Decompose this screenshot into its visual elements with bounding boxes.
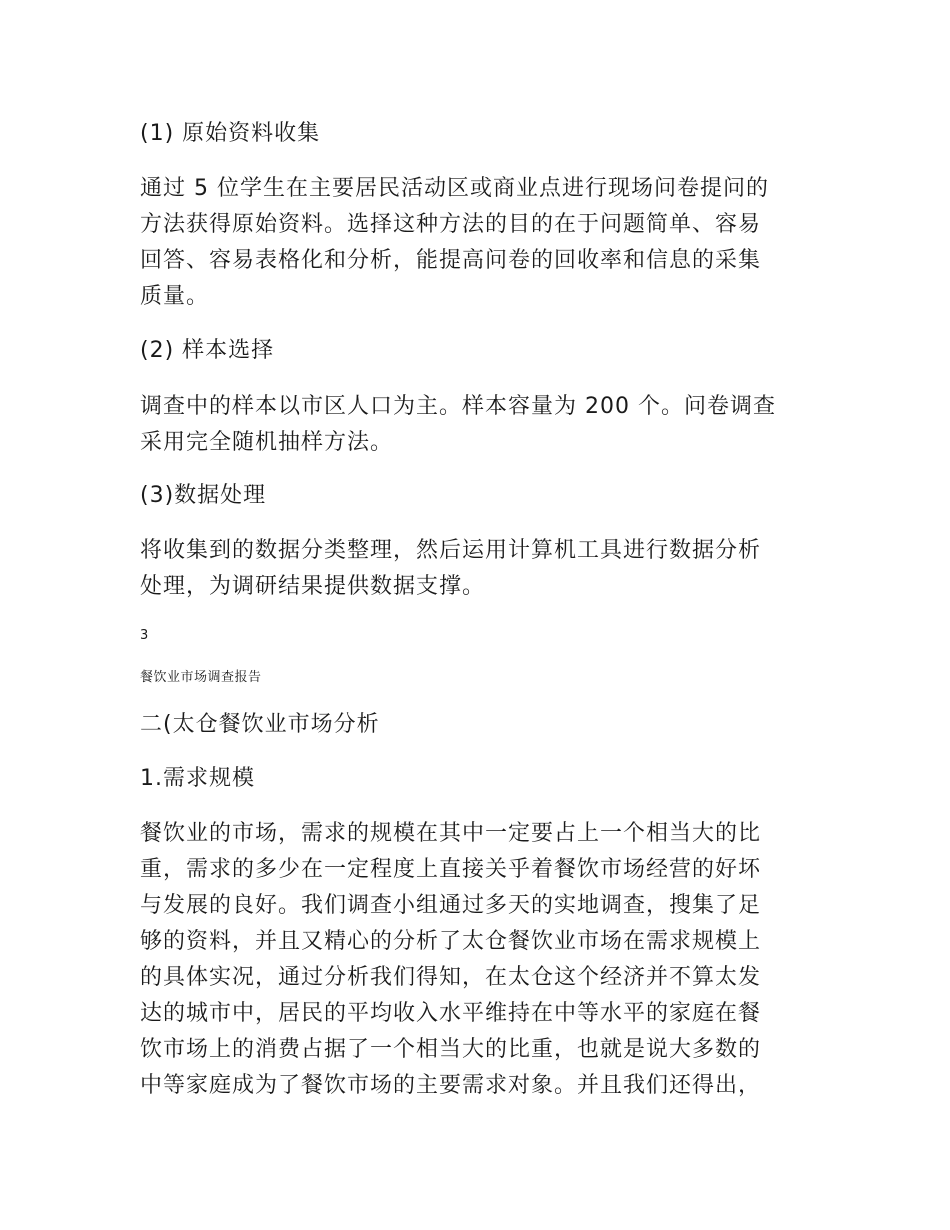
paragraph-line: 中等家庭成为了餐饮市场的主要需求对象。并且我们还得出， [140, 1073, 762, 1098]
paragraph-line: 方法获得原始资料。选择这种方法的目的在于问题简单、容易 [140, 212, 762, 237]
paragraph-line: 重，需求的多少在一定程度上直接关乎着餐饮市场经营的好坏 [140, 857, 762, 882]
subsection-title [140, 761, 820, 797]
paragraph-line: 达的城市中，居民的平均收入水平维持在中等水平的家庭在餐 [140, 1001, 762, 1026]
section-heading-1 [140, 116, 820, 152]
paragraph-line: 质量。 [140, 284, 210, 309]
chapter-title [140, 707, 820, 743]
section-heading-2 [140, 333, 820, 369]
paragraph-line: 回答、容易表格化和分析，能提高问卷的回收率和信息的采集 [140, 248, 762, 273]
page-number [140, 624, 820, 645]
paragraph-line: 采用完全随机抽样方法。 [140, 430, 394, 455]
paragraph-2 [140, 389, 820, 461]
paragraph-line: 够的资料，并且又精心的分析了太仓餐饮业市场在需求规模上 [140, 929, 762, 954]
running-header [140, 666, 820, 687]
page-number-text: 3 [140, 628, 149, 643]
section-heading-3 [140, 478, 820, 514]
paragraph-line: 与发展的良好。我们调查小组通过多天的实地调查，搜集了足 [140, 893, 762, 918]
paragraph-line: 通过 5 位学生在主要居民活动区或商业点进行现场问卷提问的 [140, 176, 769, 201]
paragraph-line: 餐饮业的市场，需求的规模在其中一定要占上一个相当大的比 [140, 821, 762, 846]
subsection-title-text: 1.需求规模 [140, 766, 255, 791]
heading-text: (3)数据处理 [140, 483, 267, 508]
paragraph-line: 饮市场上的消费占据了一个相当大的比重，也就是说大多数的 [140, 1037, 762, 1062]
paragraph-line: 的具体实况，通过分析我们得知，在太仓这个经济并不算太发 [140, 965, 762, 990]
paragraph-line: 将收集到的数据分类整理，然后运用计算机工具进行数据分析 [140, 538, 762, 563]
paragraph-3 [140, 533, 820, 605]
chapter-title-text: 二(太仓餐饮业市场分析 [140, 712, 380, 737]
heading-text: (1) 原始资料收集 [140, 121, 321, 146]
running-header-text: 餐饮业市场调查报告 [140, 670, 262, 685]
paragraph-1 [140, 171, 820, 315]
heading-text: (2) 样本选择 [140, 338, 275, 363]
paragraph-4 [140, 816, 820, 1104]
paragraph-line: 处理，为调研结果提供数据支撑。 [140, 574, 486, 599]
paragraph-line: 调查中的样本以市区人口为主。样本容量为 200 个。问卷调查 [140, 394, 776, 419]
